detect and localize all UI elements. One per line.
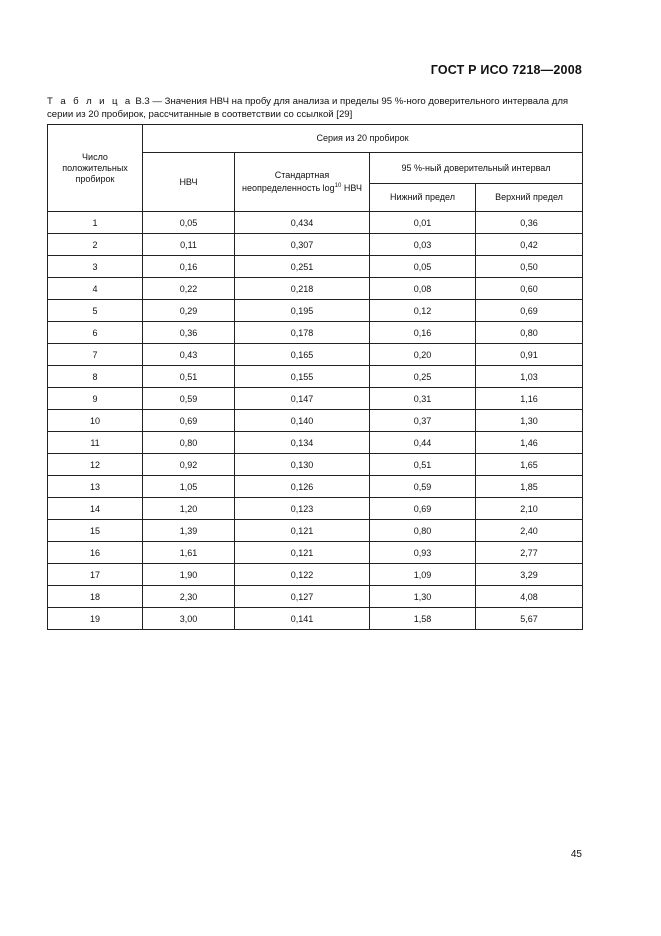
cell-uncertainty: 0,127 [235,586,370,608]
cell-upper-limit: 3,29 [476,564,583,586]
table-row [48,608,583,630]
cell-upper-limit: 0,36 [476,212,583,234]
cell-upper-limit: 1,30 [476,410,583,432]
cell-mpn: 1,39 [143,520,235,542]
cell-lower-limit: 0,08 [370,278,476,300]
cell-lower-limit: 0,59 [370,476,476,498]
cell-uncertainty: 0,140 [235,410,370,432]
cell-upper-limit: 1,65 [476,454,583,476]
cell-mpn: 1,20 [143,498,235,520]
cell-uncertainty: 0,195 [235,300,370,322]
cell-uncertainty: 0,141 [235,608,370,630]
cell-upper-limit: 0,42 [476,234,583,256]
cell-positive-tubes: 7 [48,344,143,366]
cell-mpn: 0,92 [143,454,235,476]
column-header-positive-tubes: Число положительных пробирок [48,125,143,212]
cell-upper-limit: 2,40 [476,520,583,542]
cell-lower-limit: 0,12 [370,300,476,322]
cell-lower-limit: 1,58 [370,608,476,630]
cell-mpn: 0,59 [143,388,235,410]
cell-upper-limit: 1,46 [476,432,583,454]
cell-positive-tubes: 5 [48,300,143,322]
cell-uncertainty: 0,307 [235,234,370,256]
table-row [48,278,583,300]
table-row [48,344,583,366]
cell-lower-limit: 0,93 [370,542,476,564]
cell-positive-tubes: 1 [48,212,143,234]
table-row [48,234,583,256]
cell-mpn: 1,61 [143,542,235,564]
cell-lower-limit: 1,30 [370,586,476,608]
cell-mpn: 0,29 [143,300,235,322]
column-header-mpn: НВЧ [143,153,235,212]
cell-positive-tubes: 14 [48,498,143,520]
cell-uncertainty: 0,122 [235,564,370,586]
cell-uncertainty: 0,434 [235,212,370,234]
table-row [48,498,583,520]
cell-mpn: 0,05 [143,212,235,234]
table-row [48,542,583,564]
cell-lower-limit: 1,09 [370,564,476,586]
table-row [48,520,583,542]
cell-uncertainty: 0,134 [235,432,370,454]
cell-positive-tubes: 12 [48,454,143,476]
cell-mpn: 0,36 [143,322,235,344]
cell-positive-tubes: 16 [48,542,143,564]
uncertainty-label-tail: НВЧ [341,183,362,193]
column-group-series: Серия из 20 пробирок [143,125,583,153]
cell-lower-limit: 0,44 [370,432,476,454]
table-row [48,454,583,476]
cell-positive-tubes: 10 [48,410,143,432]
column-group-confidence-interval: 95 %-ный доверительный интервал [370,153,583,184]
table-row [48,366,583,388]
cell-positive-tubes: 3 [48,256,143,278]
cell-upper-limit: 0,60 [476,278,583,300]
cell-mpn: 0,22 [143,278,235,300]
cell-upper-limit: 0,80 [476,322,583,344]
cell-positive-tubes: 4 [48,278,143,300]
table-row [48,322,583,344]
cell-uncertainty: 0,121 [235,520,370,542]
cell-uncertainty: 0,126 [235,476,370,498]
cell-uncertainty: 0,123 [235,498,370,520]
table-row [48,256,583,278]
cell-upper-limit: 5,67 [476,608,583,630]
cell-mpn: 0,51 [143,366,235,388]
cell-upper-limit: 2,10 [476,498,583,520]
cell-lower-limit: 0,16 [370,322,476,344]
cell-uncertainty: 0,147 [235,388,370,410]
table-row [48,476,583,498]
cell-positive-tubes: 6 [48,322,143,344]
column-header-lower-limit: Нижний предел [370,184,476,212]
cell-positive-tubes: 13 [48,476,143,498]
cell-mpn: 0,69 [143,410,235,432]
cell-mpn: 0,80 [143,432,235,454]
cell-uncertainty: 0,121 [235,542,370,564]
uncertainty-label-main: Стандартная неопределенность log [242,170,335,193]
cell-uncertainty: 0,165 [235,344,370,366]
cell-uncertainty: 0,130 [235,454,370,476]
cell-lower-limit: 0,05 [370,256,476,278]
cell-lower-limit: 0,31 [370,388,476,410]
table-row [48,300,583,322]
cell-upper-limit: 4,08 [476,586,583,608]
cell-lower-limit: 0,69 [370,498,476,520]
table-caption [47,95,587,121]
cell-upper-limit: 0,91 [476,344,583,366]
cell-positive-tubes: 9 [48,388,143,410]
cell-lower-limit: 0,03 [370,234,476,256]
table-row [48,388,583,410]
cell-mpn: 1,90 [143,564,235,586]
table-body [48,212,583,630]
cell-mpn: 0,11 [143,234,235,256]
mpn-table [47,124,583,630]
cell-uncertainty: 0,178 [235,322,370,344]
cell-upper-limit: 1,16 [476,388,583,410]
cell-mpn: 0,16 [143,256,235,278]
cell-upper-limit: 0,69 [476,300,583,322]
cell-uncertainty: 0,218 [235,278,370,300]
cell-upper-limit: 1,85 [476,476,583,498]
uncertainty-label-superscript: 10 [334,183,342,189]
cell-lower-limit: 0,51 [370,454,476,476]
table-row [48,212,583,234]
cell-mpn: 3,00 [143,608,235,630]
cell-uncertainty: 0,155 [235,366,370,388]
cell-upper-limit: 1,03 [476,366,583,388]
cell-positive-tubes: 2 [48,234,143,256]
cell-upper-limit: 2,77 [476,542,583,564]
table-row [48,410,583,432]
table-caption-prefix: Т а б л и ц а [47,96,133,107]
table-row [48,586,583,608]
cell-mpn: 1,05 [143,476,235,498]
cell-lower-limit: 0,37 [370,410,476,432]
cell-mpn: 2,30 [143,586,235,608]
column-header-uncertainty [235,153,370,212]
document-standard-code: ГОСТ Р ИСО 7218—2008 [430,63,582,77]
cell-positive-tubes: 17 [48,564,143,586]
cell-lower-limit: 0,01 [370,212,476,234]
table-row [48,432,583,454]
cell-positive-tubes: 18 [48,586,143,608]
cell-lower-limit: 0,20 [370,344,476,366]
cell-positive-tubes: 15 [48,520,143,542]
column-header-upper-limit: Верхний предел [476,184,583,212]
page-number: 45 [570,849,582,860]
cell-positive-tubes: 11 [48,432,143,454]
cell-positive-tubes: 19 [48,608,143,630]
cell-mpn: 0,43 [143,344,235,366]
cell-positive-tubes: 8 [48,366,143,388]
cell-uncertainty: 0,251 [235,256,370,278]
cell-upper-limit: 0,50 [476,256,583,278]
table-caption-text: В.3 — Значения НВЧ на пробу для анализа и пределы 95 %-ного доверительного интервала для серии из 20 пробирок, рассчитанные в соответствии со ссылкой [29] [47,96,569,120]
cell-lower-limit: 0,25 [370,366,476,388]
cell-lower-limit: 0,80 [370,520,476,542]
table-row [48,564,583,586]
